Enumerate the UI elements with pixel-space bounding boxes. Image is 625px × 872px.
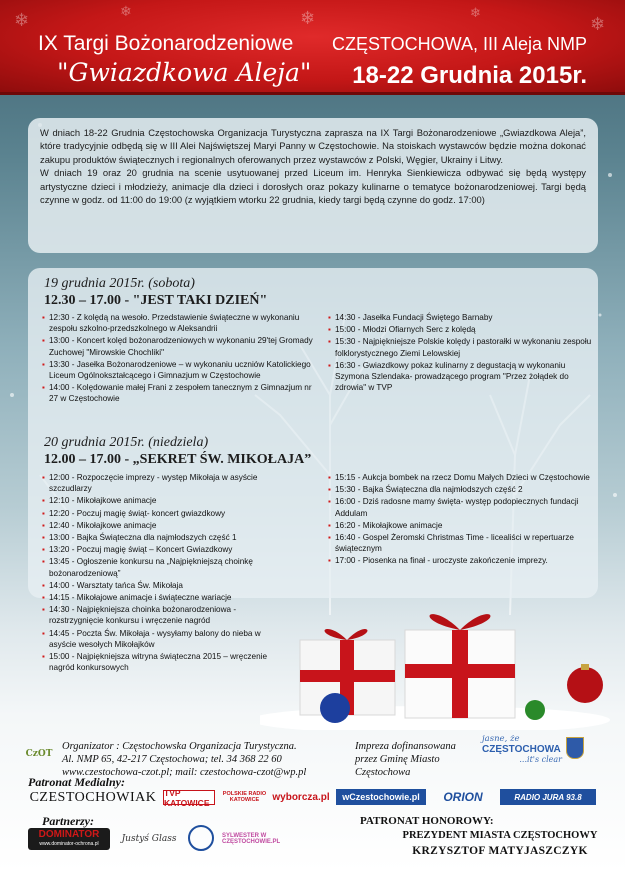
dominator-logo <box>28 828 110 850</box>
schedule-item: ▪ 14:30 - Najpiękniejsza choinka bożonarodzeniowa - rozstrzygnięcie konkursu i wręczenie nagród <box>42 604 278 626</box>
schedule-item: ▪ 14:15 - Mikołajowe animacje i świąteczne wariacje <box>42 592 278 603</box>
partner-emblem-icon <box>188 825 214 851</box>
intro-paragraph: W dniach 19 oraz 20 grudnia na scenie usytuowanej przed Liceum im. Henryka Sienkiewicza odbywać się będą występy artystyczne dzieci i młodzieży, animacje dla dzieci i dorosłych oraz pokazy kulinarne o tematyce bożonarodzeniowej. Targi będą czynne w godz. od 11:00 do 19:00 (z wyjątkiem wtorku 22 grudnia, kiedy targi będą czynne do godz. 17:00) <box>40 167 586 206</box>
program-panel <box>28 268 598 673</box>
radio-jura-logo: RADIO JURA 93.8 <box>500 789 596 805</box>
honorary-label: PATRONAT HONOROWY: <box>360 815 494 827</box>
schedule-item: ▪ 13:20 - Poczuj magię świąt – Koncert Gwiazdkowy <box>42 544 278 555</box>
snowflake-icon: ❄ <box>590 14 606 35</box>
snowflake-icon: ❄ <box>120 4 132 20</box>
intro-panel <box>28 118 598 253</box>
schedule-item: ▪ 15:00 - Najpiękniejsza witryna świąteczna 2015 – wręczenie nagród konkursowych <box>42 651 278 673</box>
czestochowiak-logo: CZESTOCHOWIAK <box>29 790 157 805</box>
funding-line: przez Gminę Miasto <box>355 754 440 765</box>
day1-heading: 12.30 – 17.00 - "JEST TAKI DZIEŃ" <box>44 293 268 308</box>
schedule-item: ▪ 16:20 - Mikołajkowe animacje <box>328 520 592 531</box>
wczestochowie-logo: wCzestochowie.pl <box>336 789 426 805</box>
schedule-item: ▪ 13:00 - Bajka Świąteczna dla najmłodszych część 1 <box>42 532 278 543</box>
event-title: IX Targi Bożonarodzeniowe <box>38 32 294 55</box>
day1-schedule-left <box>42 312 322 406</box>
schedule-item: ▪ 15:30 - Najpiękniejsze Polskie kolędy i pastorałki w wykonaniu zespołu folklorystycznego Ziemi Lelowskiej <box>328 336 592 358</box>
orion-logo: ORION <box>443 790 483 804</box>
honorary-name: KRZYSZTOF MATYJASZCZYK <box>412 845 588 857</box>
christmas-gifts-illustration <box>260 600 625 730</box>
schedule-item: ▪ 16:40 - Gospel Żeromski Christmas Time - licealiści w repertuarze świątecznym <box>328 532 592 554</box>
honorary-title: PREZYDENT MIASTA CZĘSTOCHOWY <box>402 830 598 841</box>
day1-schedule-right <box>328 312 592 394</box>
organizer-name: Organizator : Częstochowska Organizacja Turystyczna. <box>62 741 297 752</box>
event-location: CZĘSTOCHOWA, III Aleja NMP <box>331 34 587 54</box>
schedule-item: ▪ 14:45 - Poczta Św. Mikołaja - wysyłamy balony do nieba w asyście wesołych Mikołajków <box>42 628 278 650</box>
partners-label: Partnerzy: <box>42 814 94 828</box>
intro-paragraph: W dniach 18-22 Grudnia Częstochowska Organizacja Turystyczna zaprasza na IX Targi Bożonarodzeniowe „Gwiazdkowa Aleja”, które tradycyjnie odbędą się w III Alei Najświętszej Maryi Panny w Częstochowie. Na stoiskach wystawców będzie można dokonać zakupu produktów świątecznych i regionalnych oferowanych przez wystawców z Polski, Węgier, Ukrainy i Litwy. <box>40 127 586 165</box>
day2-schedule-right <box>328 472 592 568</box>
schedule-item: ▪ 15:30 - Bajka Świąteczna dla najmłodszych część 2 <box>328 484 592 495</box>
czot-logo: CzOT <box>25 749 53 759</box>
schedule-item: ▪ 16:00 - Dziś radosne mamy święta- występ podopiecznych fundacji Addulam <box>328 496 592 518</box>
event-dates: 18-22 Grudnia 2015r. <box>352 62 587 89</box>
snowflake-icon: ❄ <box>14 10 30 31</box>
justys-glass-logo: Justyś Glass <box>121 834 177 844</box>
city-brand-logo <box>482 734 562 770</box>
sylwester-logo: SYLWESTER W CZĘSTOCHOWIE.PL <box>222 833 281 845</box>
schedule-item: ▪ 13:45 - Ogłoszenie konkursu na „Najpiękniejszą choinkę bożonarodzeniową” <box>42 556 278 578</box>
schedule-item: ▪ 13:30 - Jasełka Bożonarodzeniowe – w wykonaniu uczniów Katolickiego Liceum Ogólnokształcącego i Gimnazjum w Częstochowie <box>42 359 322 381</box>
schedule-item: ▪ 12:40 - Mikołajkowe animacje <box>42 520 278 531</box>
media-label: Patronat Medialny: <box>28 775 126 789</box>
header-banner <box>0 0 625 95</box>
schedule-item: ▪ 15:15 - Aukcja bombek na rzecz Domu Małych Dzieci w Częstochowie <box>328 472 592 483</box>
organizer-contact: www.czestochowa-czot.pl; mail: czestochowa-czot@wp.pl <box>62 767 307 778</box>
snowflake-icon: ❄ <box>300 8 316 29</box>
schedule-item: ▪ 14:30 - Jasełka Fundacji Świętego Barnaby <box>328 312 592 323</box>
day2-date: 20 grudnia 2015r. (niedziela) <box>44 435 209 450</box>
polskie-radio-katowice-logo: POLSKIE RADIO KATOWICE <box>222 791 267 803</box>
schedule-item: ▪ 12:20 - Poczuj magię świąt- koncert gwiazdkowy <box>42 508 278 519</box>
schedule-item: ▪ 12:10 - Mikołajkowe animacje <box>42 495 278 506</box>
funding-info <box>355 740 456 779</box>
funding-line: Impreza dofinansowana <box>355 741 456 752</box>
day2-schedule-left <box>42 472 278 674</box>
city-brand-slogan: ...it's clear <box>519 755 562 764</box>
schedule-item: ▪ 14:00 - Kolędowanie małej Frani z zespołem tanecznym z Gimnazjum nr 27 w Częstochowie <box>42 382 322 404</box>
snowflake-icon: ❄ <box>470 6 481 21</box>
organizer-info <box>62 740 306 779</box>
dominator-url: www.dominator-ochrona.pl <box>39 841 99 847</box>
day2-heading: 12.00 – 17.00 - „SEKRET ŚW. MIKOŁAJA” <box>44 452 312 467</box>
schedule-item: ▪ 12:30 - Z kolędą na wesoło. Przedstawienie świąteczne w wykonaniu zespołu szkolno-przedszkolnego w Aleksandrii <box>42 312 322 334</box>
day1-date: 19 grudnia 2015r. (sobota) <box>44 276 195 291</box>
city-brand-tag: jasne, że <box>482 734 520 744</box>
schedule-item: ▪ 17:00 - Piosenka na finał - uroczyste zakończenie imprezy. <box>328 555 592 566</box>
city-coat-of-arms-icon <box>566 737 584 759</box>
tvp-katowice-logo: TVP KATOWICE <box>163 790 215 805</box>
schedule-item: ▪ 16:30 - Gwiazdkowy pokaz kulinarny z degustacją w wykonaniu Szymona Szlendaka- prowadzącego program "Przez żołądek do zdrowia" w TVP <box>328 360 592 394</box>
organizer-address: Al. NMP 65, 42-217 Częstochowa; tel. 34 368 22 60 <box>62 754 282 765</box>
funding-line: Częstochowa <box>355 767 411 778</box>
dominator-name: DOMINATOR <box>38 829 100 840</box>
city-brand-name: CZĘSTOCHOWA <box>482 744 561 755</box>
schedule-item: ▪ 14:00 - Warsztaty tańca Św. Mikołaja <box>42 580 278 591</box>
schedule-item: ▪ 15:00 - Młodzi Ofiarnych Serc z kolędą <box>328 324 592 335</box>
schedule-item: ▪ 12:00 - Rozpoczęcie imprezy - występ Mikołaja w asyście szczudlarzy <box>42 472 278 494</box>
schedule-item: ▪ 13:00 - Koncert kolęd bożonarodzeniowych w wykonaniu 29'tej Gromady Zuchowej "Mirowskie Chochliki" <box>42 335 322 357</box>
event-subtitle: "Gwiazdkowa Aleja" <box>57 58 312 87</box>
wyborcza-logo: wyborcza.pl <box>272 791 330 803</box>
